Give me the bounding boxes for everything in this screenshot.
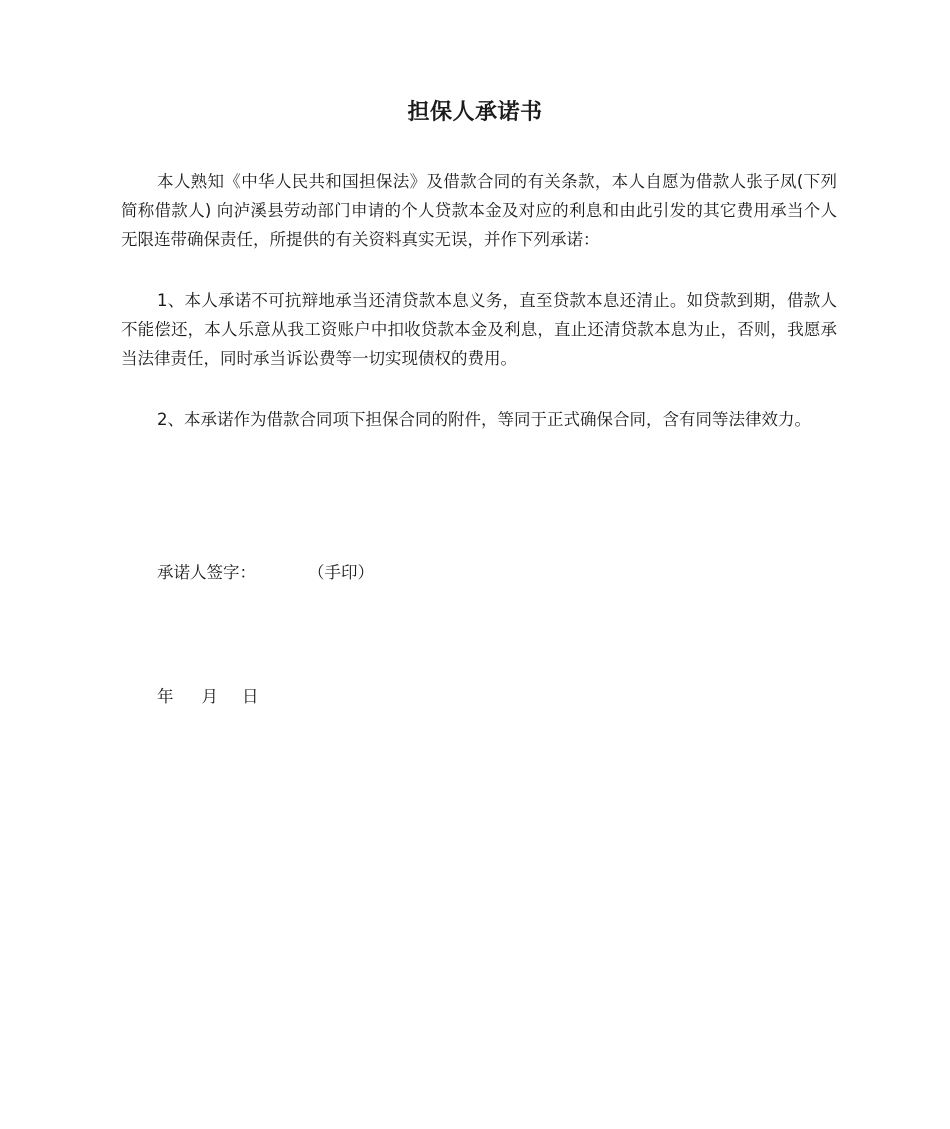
date-month-label: 月 bbox=[201, 687, 218, 706]
fingerprint-note: （手印） bbox=[308, 563, 374, 582]
date-line bbox=[157, 684, 259, 710]
clause-1-paragraph: 1、本人承诺不可抗辩地承当还清贷款本息义务，直至贷款本息还清止。如贷款到期，借款人不能偿还，本人乐意从我工资账户中扣收贷款本金及利息，直止还清贷款本息为止，否则，我愿承当法律责任，同时承当诉讼费等一切实现债权的费用。 bbox=[121, 291, 837, 368]
date-day-label: 日 bbox=[242, 687, 259, 706]
document-title: 担保人承诺书 bbox=[407, 100, 543, 125]
intro-paragraph: 本人熟知《中华人民共和国担保法》及借款合同的有关条款，本人自愿为借款人张子凤(下列简称借款人) 向泸溪县劳动部门申请的个人贷款本金及对应的利息和由此引发的其它费用承当个人无限连带确保责任，所提供的有关资料真实无误，并作下列承诺： bbox=[121, 172, 837, 249]
signature-label: 承诺人签字： bbox=[157, 563, 256, 582]
signature-line bbox=[157, 560, 374, 586]
date-year-label: 年 bbox=[157, 687, 174, 706]
clause-2-paragraph: 2、本承诺作为借款合同项下担保合同的附件，等同于正式确保合同，含有同等法律效力。 bbox=[157, 410, 811, 429]
